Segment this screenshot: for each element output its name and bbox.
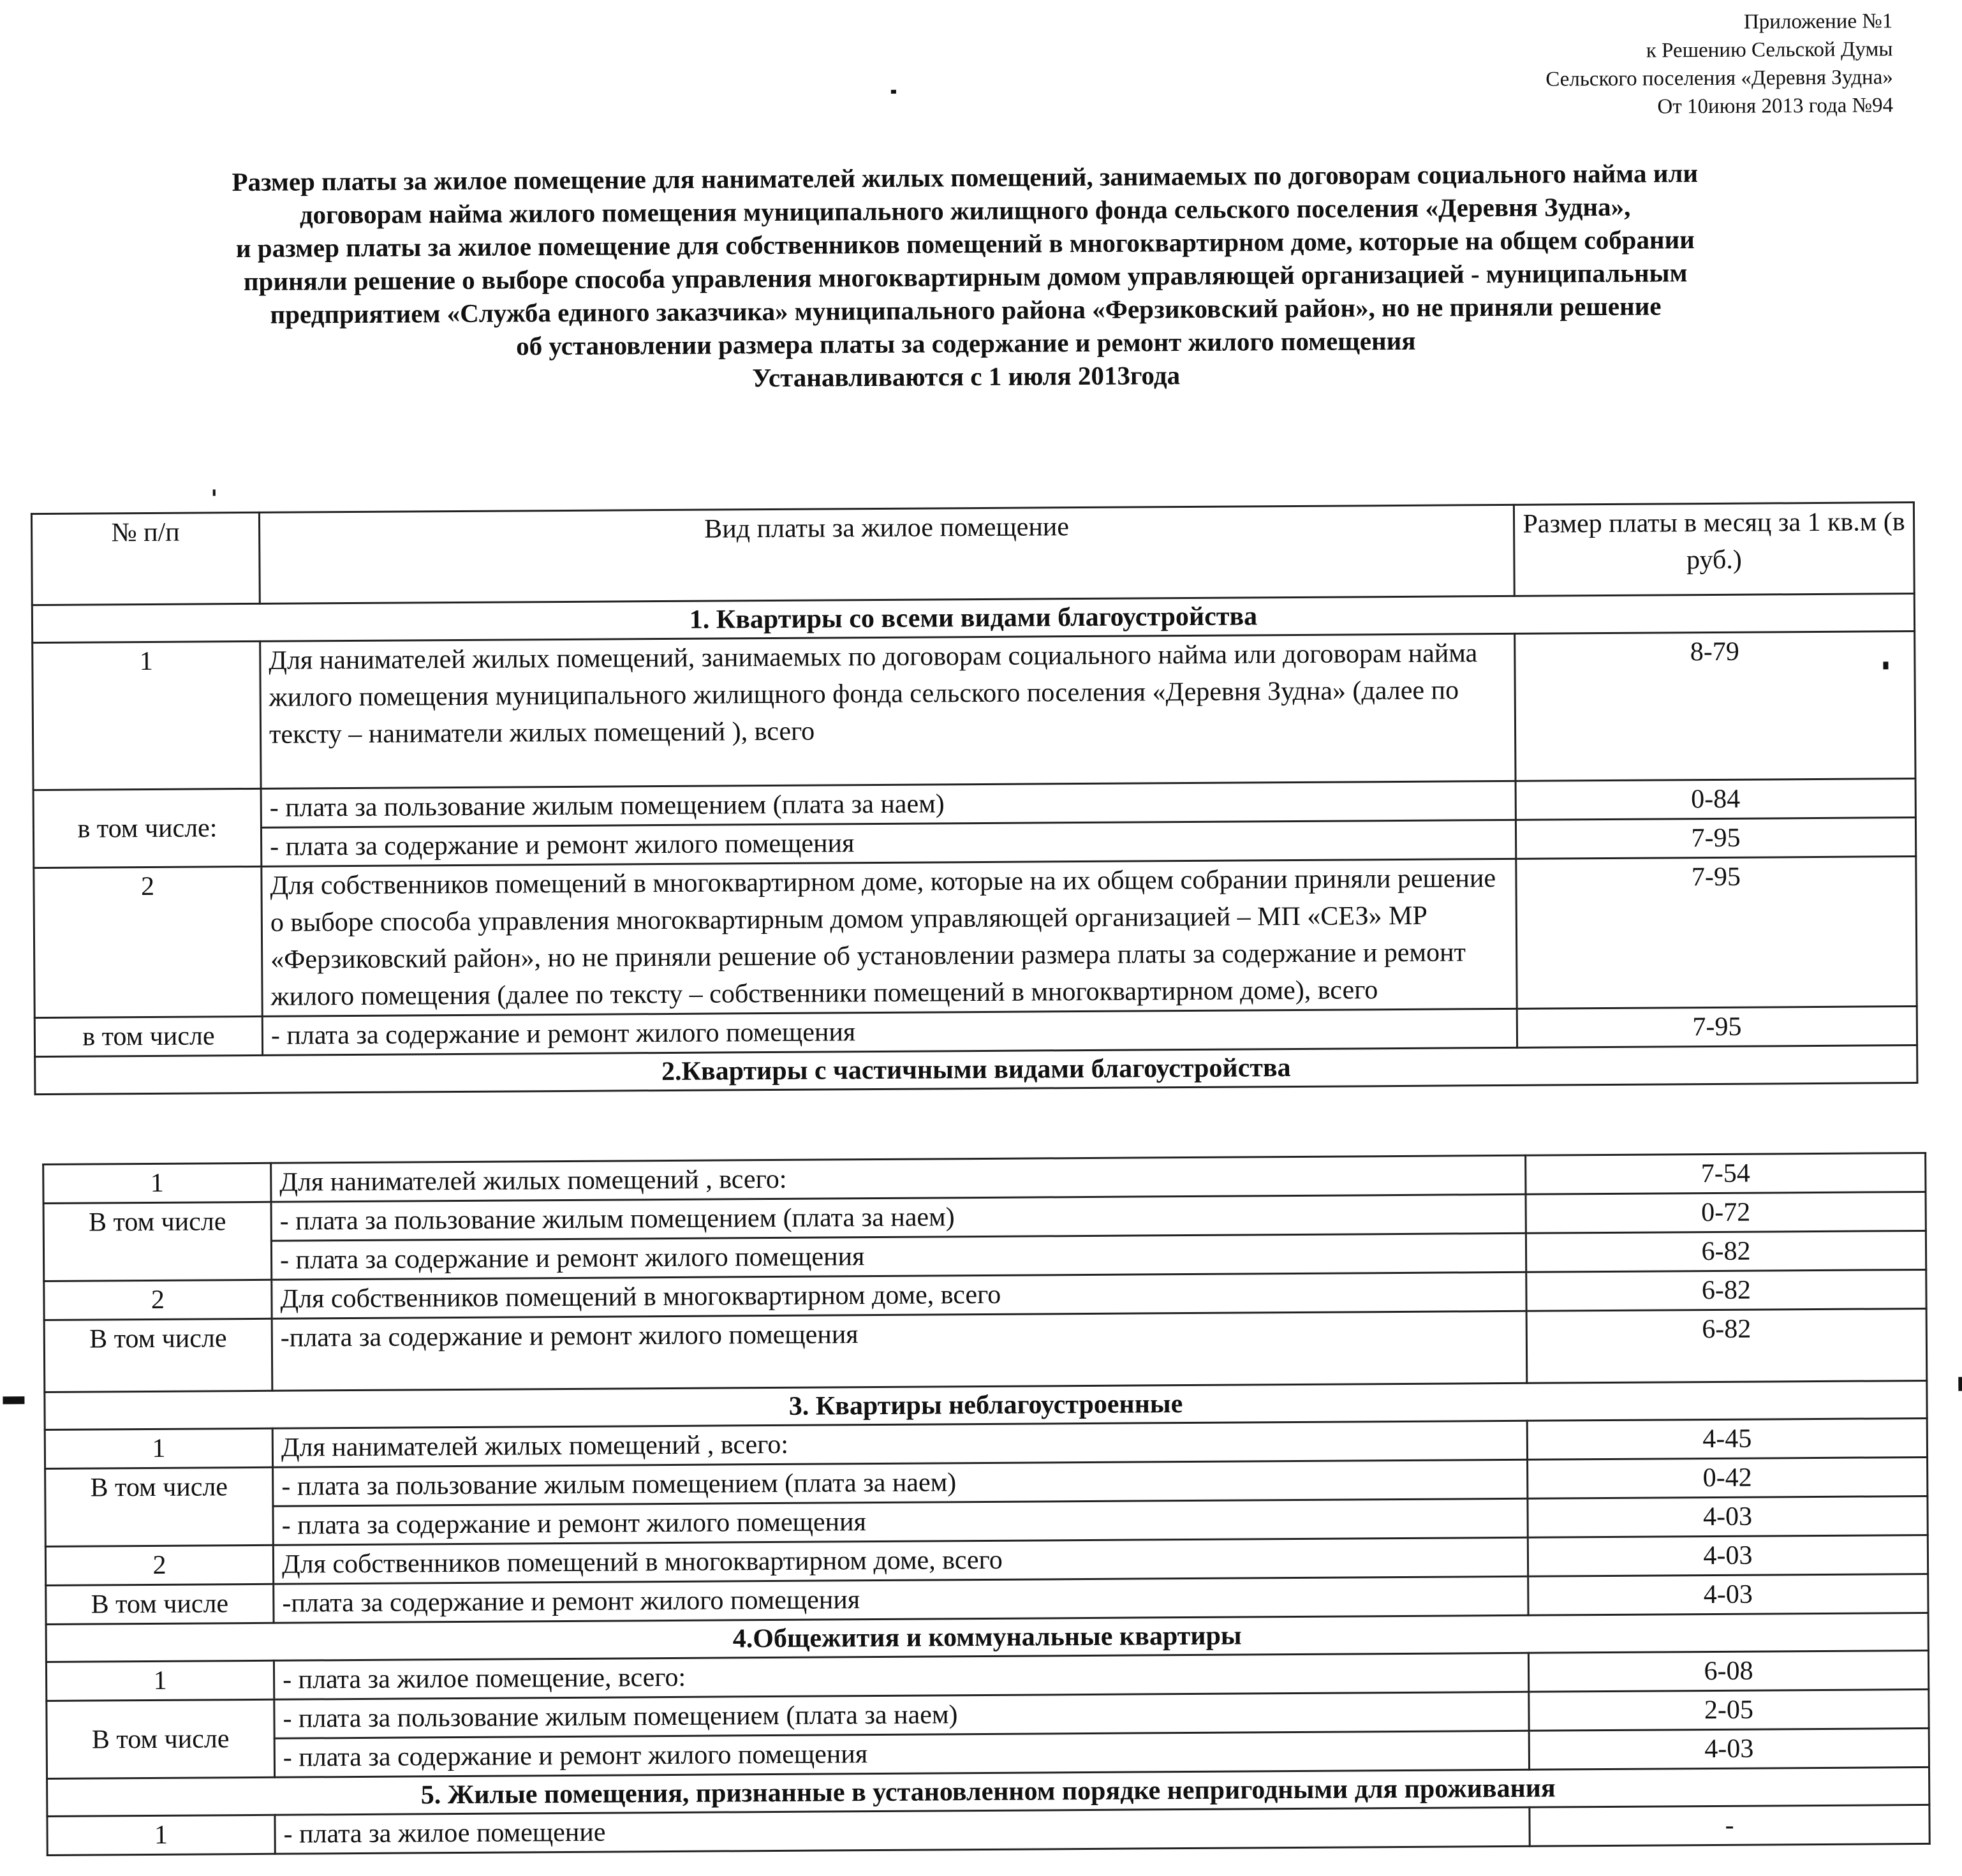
table-header-row [31, 503, 1914, 605]
row-num: 1 [43, 1163, 271, 1203]
column-header-amount: Размер платы в месяц за 1 кв.м (в руб.) [1514, 503, 1914, 596]
document-title [53, 155, 1878, 398]
row-num: В том числе [43, 1202, 272, 1281]
row-value: 7-54 [1526, 1153, 1926, 1194]
appendix-reference [1545, 7, 1894, 121]
row-value: 0-42 [1528, 1457, 1928, 1498]
section-title: 3. Квартиры неблагоустроенные [45, 1380, 1927, 1429]
row-desc: - плата за содержание и ремонт жилого помещения [273, 1498, 1528, 1545]
row-num: 2 [34, 866, 262, 1017]
section-title: 1. Квартиры со всеми видами благоустройства [32, 594, 1914, 643]
table-row [33, 631, 1915, 790]
row-value: 4-03 [1529, 1728, 1929, 1769]
appendix-number: Приложение №1 [1743, 10, 1893, 34]
row-num: В том числе [45, 1467, 274, 1546]
fee-table-part-1 [31, 501, 1919, 1095]
row-value: - [1530, 1805, 1929, 1846]
row-desc: Для нанимателей жилых помещений , всего: [272, 1421, 1527, 1467]
row-desc: - плата за жилое помещение, всего: [274, 1653, 1528, 1699]
title-line: приняли решение о выборе способа управления многоквартирным домом управляющей организацией - муниципальным [243, 258, 1688, 297]
scan-edge-mark [3, 1396, 24, 1404]
column-header-type: Вид платы за жилое помещение [259, 505, 1514, 603]
row-num: 2 [44, 1280, 272, 1320]
row-desc: -плата за содержание и ремонт жилого помещения [272, 1311, 1527, 1391]
row-desc: -плата за содержание и ремонт жилого помещения [274, 1576, 1528, 1623]
row-value: 4-03 [1528, 1535, 1928, 1576]
row-num: В том числе [47, 1699, 275, 1778]
row-value: 6-82 [1526, 1269, 1926, 1311]
row-value: 2-05 [1529, 1689, 1929, 1731]
row-value: 6-08 [1528, 1650, 1928, 1692]
row-desc: - плата за содержание и ремонт жилого помещения [274, 1731, 1529, 1777]
fee-table-part-2 [42, 1152, 1931, 1856]
row-num: В том числе [46, 1584, 274, 1624]
row-desc: - плата за пользование жилым помещением (плата за наем) [271, 1194, 1526, 1241]
title-line: предприятием «Служба единого заказчика» муниципального района «Ферзиковский район», но не приняли решение [270, 291, 1662, 329]
row-desc: - плата за содержание и ремонт жилого помещения [271, 1233, 1526, 1280]
scan-edge-mark [1958, 1377, 1962, 1391]
row-desc: Для собственников помещений в многоквартирном доме, которые на их общем собрании приняли решение о выборе способа управления многоквартирным домом управляющей организацией – МП «СЕЗ» МР «Ферзиковский район», но не приняли решение об установлении размера платы за содержание и ремонт жилого помещения (далее по тексту – собственники помещений в многоквартирном доме), всего [262, 859, 1517, 1016]
row-value: 7-95 [1516, 857, 1917, 1009]
section-title: 2.Квартиры с частичными видами благоустройства [35, 1045, 1917, 1095]
scan-speck [1883, 661, 1888, 669]
row-desc: Для нанимателей жилых помещений, занимаемых по договорам социального найма или договорам найма жилого помещения муниципального жилищного фонда сельского поселения «Деревня Зудна» (далее по тексту – наниматели жилых помещений ), всего [260, 633, 1516, 788]
scan-speck [213, 489, 216, 496]
row-desc: Для собственников помещений в многоквартирном доме, всего [272, 1272, 1526, 1318]
row-desc: - плата за пользование жилым помещением (плата за наем) [261, 781, 1516, 827]
title-line: и размер платы за жилое помещение для собственников помещений в многоквартирном доме, которые на общем собрании [235, 225, 1695, 263]
row-num: 1 [47, 1815, 275, 1855]
row-value: 0-72 [1526, 1192, 1926, 1233]
row-num: 2 [45, 1545, 273, 1585]
row-desc: - плата за жилое помещение [275, 1807, 1530, 1854]
scan-speck [891, 90, 896, 94]
table-row [44, 1308, 1927, 1392]
appendix-settlement: Сельского поселения «Деревня Зудна» [1545, 66, 1893, 91]
row-desc: Для собственников помещений в многоквартирном доме, всего [273, 1537, 1528, 1584]
row-desc: - плата за содержание и ремонт жилого помещения [262, 1008, 1517, 1055]
table-row [34, 857, 1917, 1018]
row-num: в том числе [34, 1016, 262, 1056]
row-value: 7-95 [1517, 1007, 1917, 1048]
title-line: договорам найма жилого помещения муниципального жилищного фонда сельского поселения «Деревня Зудна», [299, 191, 1631, 230]
row-value: 4-45 [1527, 1418, 1927, 1459]
row-desc: - плата за содержание и ремонт жилого помещения [261, 820, 1516, 866]
row-value: 7-95 [1516, 818, 1915, 859]
appendix-decision: к Решению Сельской Думы [1646, 38, 1893, 63]
row-desc: - плата за пользование жилым помещением (плата за наем) [273, 1459, 1528, 1506]
row-value: 0-84 [1516, 779, 1915, 820]
row-num: В том числе [44, 1318, 272, 1392]
row-value: 6-82 [1526, 1308, 1927, 1383]
appendix-date: От 10июня 2013 года №94 [1657, 94, 1894, 119]
row-value: 4-03 [1528, 1496, 1928, 1537]
row-value: 6-82 [1526, 1230, 1926, 1272]
row-value: 4-03 [1528, 1574, 1928, 1615]
title-line: Размер платы за жилое помещение для нанимателей жилых помещений, занимаемых по договорам социального найма или [232, 158, 1699, 197]
section-title: 4.Общежития и коммунальные квартиры [46, 1613, 1928, 1662]
section-title: 5. Жилые помещения, признанные в установленном порядке непригодными для проживания [47, 1767, 1929, 1816]
row-desc: Для нанимателей жилых помещений , всего: [271, 1155, 1526, 1202]
row-num: 1 [33, 641, 261, 790]
effective-date: Устанавливаются с 1 июля 2013года [752, 360, 1181, 393]
title-line: об установлении размера платы за содержание и ремонт жилого помещения [516, 325, 1416, 361]
row-value: 8-79 [1515, 631, 1915, 781]
row-desc: - плата за пользование жилым помещением (плата за наем) [274, 1692, 1529, 1738]
row-num: 1 [46, 1660, 274, 1701]
column-header-num: № п/п [31, 512, 260, 605]
row-num: в том числе: [33, 788, 262, 868]
row-num: 1 [45, 1428, 272, 1468]
